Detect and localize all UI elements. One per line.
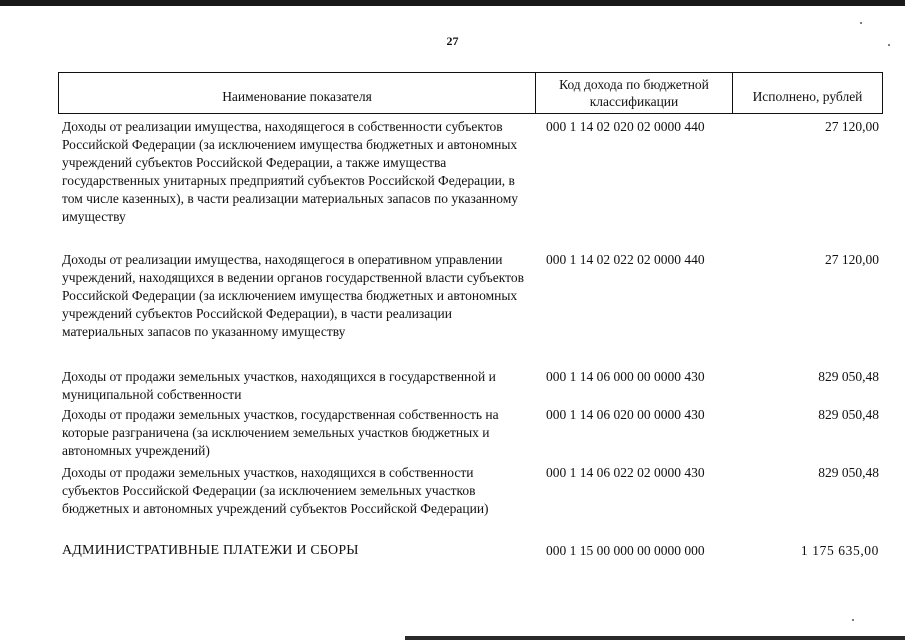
row-code: 000 1 14 06 022 02 0000 430 [546, 465, 705, 480]
row-name: АДМИНИСТРАТИВНЫЕ ПЛАТЕЖИ И СБОРЫ [62, 543, 359, 558]
row-amount: 1 175 635,00 [800, 543, 879, 558]
row-code: 000 1 14 06 000 00 0000 430 [546, 369, 705, 384]
header-name: Наименование показателя [59, 73, 536, 113]
row-code: 000 1 14 02 020 02 0000 440 [546, 119, 705, 134]
row-code: 000 1 14 06 020 00 0000 430 [546, 407, 705, 422]
row-code: 000 1 14 02 022 02 0000 440 [546, 252, 705, 267]
row-amount: 829 050,48 [818, 407, 879, 422]
row-name: Доходы от продажи земельных участков, находящихся в государственной и муниципальной собственности [62, 369, 496, 402]
scan-speck [852, 619, 854, 621]
row-amount: 829 050,48 [818, 369, 879, 384]
scan-bottom-border [405, 636, 905, 640]
row-name: Доходы от продажи земельных участков, государственная собственность на которые разграничена (за исключением земельных участков бюджетных и автономных учреждений) [62, 407, 499, 458]
table-header [58, 72, 883, 114]
scan-top-border [0, 0, 905, 6]
row-amount: 27 120,00 [825, 119, 879, 134]
page-number: 27 [446, 34, 459, 48]
header-amount: Исполнено, рублей [752, 88, 863, 104]
row-amount: 27 120,00 [825, 252, 879, 267]
row-amount: 829 050,48 [818, 465, 879, 480]
row-name: Доходы от реализации имущества, находящегося в оперативном управлении учреждений, находящихся в ведении органов государственной власти субъектов Российской Федерации (за исключением имущества бюджетных и автономных учреждений субъектов Российской Федерации), в части реализации материальных запасов по указанному имуществу [62, 252, 524, 339]
header-code: Код дохода по бюджетной классификации [536, 73, 733, 113]
scan-speck [860, 22, 862, 24]
row-code: 000 1 15 00 000 00 0000 000 [546, 543, 705, 558]
row-name: Доходы от реализации имущества, находящегося в собственности субъектов Российской Федерации (за исключением имущества бюджетных и автономных учреждений субъектов Российской Федерации, а также имущества государственных унитарных предприятий субъектов Российской Федерации, в том числе казенных), в части реализации материальных запасов по указанному имуществу [62, 119, 519, 224]
row-name: Доходы от продажи земельных участков, находящихся в собственности субъектов Российской Федерации (за исключением земельных участков бюджетных и автономных учреждений субъектов Российской Федерации) [62, 465, 489, 516]
